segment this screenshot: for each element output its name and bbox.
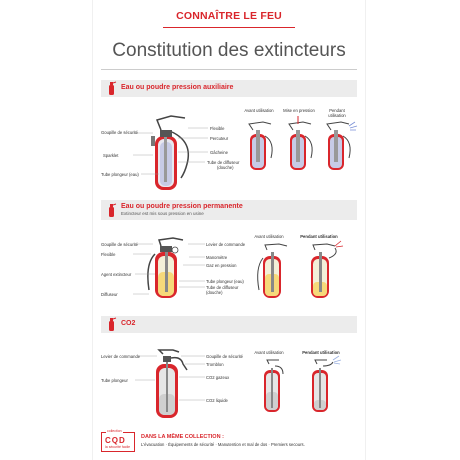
label-tube-plongeur-1: Tube plongeur (eau) xyxy=(101,172,139,177)
section1-band xyxy=(101,80,357,97)
state3-during-diagram xyxy=(303,360,343,414)
label-gaz-2: Gaz en pression xyxy=(206,263,237,268)
label-levier-2: Levier de commande xyxy=(206,242,246,247)
label-agent-2: Agent extincteur xyxy=(101,272,132,277)
extinguisher-icon xyxy=(107,81,117,96)
label-co2-liquide-3: CO2 liquide xyxy=(206,398,228,403)
label-goupille-1: Goupille de sécurité xyxy=(101,130,139,135)
state2-label-b: Pendant utilisation xyxy=(300,234,338,239)
label-goupille-2: Goupille de sécurité xyxy=(101,242,139,247)
state2-before-diagram xyxy=(253,244,293,300)
state1-label-c: Pendant utilisation xyxy=(328,108,346,118)
state2-label-a: Avant utilisation xyxy=(254,234,284,239)
label-gacheine-1: Gâcheine xyxy=(210,150,228,155)
label-flexible-1: Flexible xyxy=(210,126,225,131)
label-co2-gazeux-3: CO2 gazeux xyxy=(206,375,230,380)
logo-top-text: collection xyxy=(107,429,122,433)
collection-logo xyxy=(101,429,135,452)
state1-label-b: Mise en pression xyxy=(283,108,315,113)
label-douche-1: (douche) xyxy=(217,165,234,170)
page-title: Constitution des extincteurs xyxy=(112,40,346,61)
label-tube-plongeur-3: Tube plongeur xyxy=(101,378,128,383)
state1-during-diagram xyxy=(319,122,359,172)
state3-label-a: Avant utilisation xyxy=(254,350,284,355)
extinguisher-icon xyxy=(107,203,117,218)
label-tube-diffuseur-2: Tube de diffuseur (douche) xyxy=(206,285,239,295)
footer-title: DANS LA MÊME COLLECTION : xyxy=(141,434,224,440)
footer-text: L'évacuation · Équipements de sécurité · Manutention et mal de dos · Premiers secours. xyxy=(141,442,305,447)
leader-lines-2 xyxy=(133,244,213,296)
leader-lines-3 xyxy=(133,356,213,404)
label-sparklet-1: Sparklet xyxy=(103,153,119,158)
label-diffuseur-2: Diffuseur xyxy=(101,292,118,297)
section2-subtitle: Extincteur est mis sous pression en usine xyxy=(121,211,204,216)
top-label: CONNAÎTRE LE FEU xyxy=(176,10,282,22)
state3-before-diagram xyxy=(255,360,291,414)
section2-band xyxy=(101,200,357,220)
label-tube-diffuseur-1: Tube de diffuseur xyxy=(207,160,240,165)
logo-bottom-text: la sécurité facile xyxy=(105,445,131,449)
section3-band xyxy=(101,316,357,333)
poster-page xyxy=(93,0,365,460)
state1-pressurize-diagram xyxy=(281,122,317,172)
label-manometre-2: Manomètre xyxy=(206,255,228,260)
label-levier-3: Levier de commande xyxy=(101,354,141,359)
section2-title: Eau ou poudre pression permanente xyxy=(121,203,243,210)
label-flexible-2: Flexible xyxy=(101,252,116,257)
section1-title: Eau ou poudre pression auxiliaire xyxy=(121,84,234,91)
state3-label-b: Pendant utilisation xyxy=(302,350,340,355)
title-rule xyxy=(101,69,357,70)
logo-text: CQD xyxy=(105,436,126,445)
label-percuteur-1: Percuteur xyxy=(210,136,229,141)
leader-lines-1 xyxy=(133,125,213,185)
extinguisher-icon xyxy=(107,317,117,332)
label-tromblon-3: Tromblon xyxy=(206,362,224,367)
state2-during-diagram xyxy=(301,244,345,300)
state1-before-diagram xyxy=(241,122,277,172)
section3-title: CO2 xyxy=(121,320,136,327)
state1-label-a: Avant utilisation xyxy=(244,108,274,113)
top-rule xyxy=(163,27,295,28)
label-goupille-3: Goupille de sécurité xyxy=(206,354,244,359)
label-tube-plongeur-2: Tube plongeur (eau) xyxy=(206,279,244,284)
